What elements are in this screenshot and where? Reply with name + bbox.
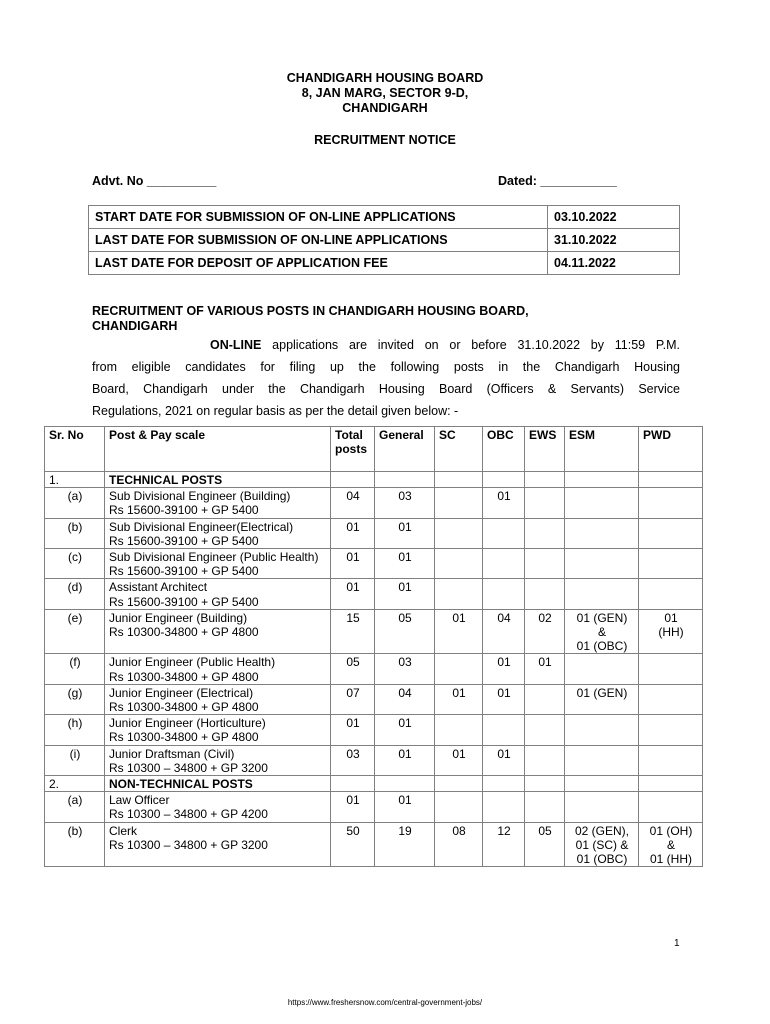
col-header-esm: ESM: [565, 427, 639, 472]
cell-pwd: 01 (HH): [639, 609, 703, 654]
cell-sc: 01: [435, 684, 483, 714]
cell-esm: [565, 792, 639, 822]
cell-sc: [435, 579, 483, 609]
cell-general: 01: [375, 745, 435, 775]
table-row: [45, 488, 703, 518]
cell-esm: [565, 488, 639, 518]
cell-esm: [565, 579, 639, 609]
cell-general: 01: [375, 715, 435, 745]
date-label: START DATE FOR SUBMISSION OF ON-LINE APPLICATIONS: [89, 206, 548, 229]
org-address: 8, JAN MARG, SECTOR 9-D,: [301, 86, 469, 100]
cell-ews: [525, 518, 565, 548]
cell-pwd: [639, 579, 703, 609]
cell-ews: 02: [525, 609, 565, 654]
cell-ews: [525, 745, 565, 775]
cell-general: 01: [375, 549, 435, 579]
cell-ews: 05: [525, 822, 565, 867]
cell-obc: 01: [483, 654, 525, 684]
org-name: CHANDIGARH HOUSING BOARD: [286, 71, 484, 85]
cell-general: 05: [375, 609, 435, 654]
col-header-sc: SC: [435, 427, 483, 472]
paragraph-text: applications are invited on or before 31.10.2022 by 11:59 P.M.: [261, 338, 680, 352]
online-emphasis: ON-LINE: [210, 338, 262, 352]
cell-ews: [525, 488, 565, 518]
cell-total: 01: [331, 579, 375, 609]
cell-sr: 2.: [45, 776, 105, 792]
cell-general: [375, 776, 435, 792]
cell-ews: [525, 549, 565, 579]
cell-pwd: [639, 715, 703, 745]
intro-paragraph: [92, 334, 680, 422]
date-value: 03.10.2022: [548, 206, 680, 229]
cell-ews: [525, 792, 565, 822]
cell-ews: [525, 715, 565, 745]
cell-sr: (b): [45, 822, 105, 867]
cell-esm: [565, 549, 639, 579]
cell-obc: [483, 579, 525, 609]
cell-sr: 1.: [45, 472, 105, 488]
section-title-line: CHANDIGARH: [92, 319, 178, 333]
col-header-pwd: PWD: [639, 427, 703, 472]
table-row: [45, 654, 703, 684]
cell-ews: [525, 472, 565, 488]
table-category-row: [45, 472, 703, 488]
table-header-row: [45, 427, 703, 472]
cell-sr: (f): [45, 654, 105, 684]
cell-ews: [525, 776, 565, 792]
table-row: [45, 684, 703, 714]
cell-sr: (a): [45, 792, 105, 822]
cell-total: 07: [331, 684, 375, 714]
cell-obc: 12: [483, 822, 525, 867]
posts-table: [44, 426, 703, 867]
cell-pwd: [639, 684, 703, 714]
cell-esm: [565, 654, 639, 684]
cell-total: 01: [331, 549, 375, 579]
cell-sc: [435, 549, 483, 579]
source-url: https://www.freshersnow.com/central-government-jobs/: [287, 998, 483, 1007]
cell-pwd: [639, 488, 703, 518]
cell-pwd: 01 (OH) & 01 (HH): [639, 822, 703, 867]
cell-post: Junior Engineer (Electrical) Rs 10300-34800 + GP 4800: [105, 684, 331, 714]
col-header-post: Post & Pay scale: [105, 427, 331, 472]
cell-general: 01: [375, 518, 435, 548]
cell-post: Assistant Architect Rs 15600-39100 + GP 5400: [105, 579, 331, 609]
table-row: [45, 745, 703, 775]
paragraph-line: from eligible candidates for filing up the following posts in the Chandigarh Housing: [92, 360, 680, 374]
cell-esm: 01 (GEN): [565, 684, 639, 714]
cell-post: TECHNICAL POSTS: [105, 472, 331, 488]
cell-esm: 02 (GEN), 01 (SC) & 01 (OBC): [565, 822, 639, 867]
cell-total: 15: [331, 609, 375, 654]
date-label: LAST DATE FOR SUBMISSION OF ON-LINE APPLICATIONS: [89, 229, 548, 252]
date-value: 04.11.2022: [548, 252, 680, 275]
cell-obc: 01: [483, 684, 525, 714]
date-label: LAST DATE FOR DEPOSIT OF APPLICATION FEE: [89, 252, 548, 275]
cell-general: 03: [375, 488, 435, 518]
table-row: [45, 549, 703, 579]
cell-sc: 08: [435, 822, 483, 867]
cell-total: [331, 776, 375, 792]
table-row: [45, 609, 703, 654]
cell-obc: [483, 472, 525, 488]
cell-sc: 01: [435, 609, 483, 654]
cell-esm: [565, 518, 639, 548]
dates-table: [88, 205, 680, 275]
cell-post: Sub Divisional Engineer (Building) Rs 15600-39100 + GP 5400: [105, 488, 331, 518]
cell-post: Sub Divisional Engineer (Public Health) Rs 15600-39100 + GP 5400: [105, 549, 331, 579]
cell-sc: 01: [435, 745, 483, 775]
paragraph-line: Regulations, 2021 on regular basis as per the detail given below: -: [92, 404, 459, 418]
cell-pwd: [639, 792, 703, 822]
cell-esm: 01 (GEN) & 01 (OBC): [565, 609, 639, 654]
table-row: [45, 579, 703, 609]
table-row: [45, 792, 703, 822]
cell-sc: [435, 792, 483, 822]
section-title-line: RECRUITMENT OF VARIOUS POSTS IN CHANDIGARH HOUSING BOARD,: [92, 304, 529, 318]
cell-sc: [435, 715, 483, 745]
notice-title: RECRUITMENT NOTICE: [314, 133, 456, 147]
cell-pwd: [639, 549, 703, 579]
cell-general: 01: [375, 579, 435, 609]
cell-obc: [483, 549, 525, 579]
cell-esm: [565, 472, 639, 488]
cell-total: 05: [331, 654, 375, 684]
dated-field: Dated: ___________: [498, 174, 617, 188]
cell-ews: 01: [525, 654, 565, 684]
cell-pwd: [639, 472, 703, 488]
table-row: [45, 715, 703, 745]
cell-total: 01: [331, 518, 375, 548]
cell-pwd: [639, 518, 703, 548]
cell-sr: (h): [45, 715, 105, 745]
table-category-row: [45, 776, 703, 792]
cell-post: NON-TECHNICAL POSTS: [105, 776, 331, 792]
cell-sc: [435, 488, 483, 518]
posts-table-body: [45, 472, 703, 867]
cell-sr: (c): [45, 549, 105, 579]
dates-row: [89, 229, 680, 252]
dates-row: [89, 252, 680, 275]
cell-sr: (b): [45, 518, 105, 548]
advt-number: Advt. No __________: [92, 174, 217, 188]
cell-obc: [483, 518, 525, 548]
cell-sc: [435, 518, 483, 548]
org-city: CHANDIGARH: [342, 101, 428, 115]
cell-post: Law Officer Rs 10300 – 34800 + GP 4200: [105, 792, 331, 822]
cell-obc: [483, 792, 525, 822]
cell-esm: [565, 715, 639, 745]
cell-post: Junior Draftsman (Civil) Rs 10300 – 34800 + GP 3200: [105, 745, 331, 775]
paragraph-line: [92, 334, 680, 356]
cell-obc: 01: [483, 745, 525, 775]
cell-post: Junior Engineer (Public Health) Rs 10300-34800 + GP 4800: [105, 654, 331, 684]
cell-sc: [435, 472, 483, 488]
cell-general: 01: [375, 792, 435, 822]
cell-sr: (d): [45, 579, 105, 609]
cell-sc: [435, 776, 483, 792]
cell-pwd: [639, 776, 703, 792]
page-number: 1: [674, 938, 680, 949]
cell-obc: 04: [483, 609, 525, 654]
cell-obc: 01: [483, 488, 525, 518]
cell-esm: [565, 776, 639, 792]
cell-obc: [483, 776, 525, 792]
cell-sr: (g): [45, 684, 105, 714]
cell-ews: [525, 684, 565, 714]
dates-row: [89, 206, 680, 229]
cell-general: 03: [375, 654, 435, 684]
col-header-total: Total posts: [331, 427, 375, 472]
col-header-ews: EWS: [525, 427, 565, 472]
cell-post: Clerk Rs 10300 – 34800 + GP 3200: [105, 822, 331, 867]
cell-general: 04: [375, 684, 435, 714]
cell-post: Junior Engineer (Horticulture) Rs 10300-34800 + GP 4800: [105, 715, 331, 745]
cell-total: 04: [331, 488, 375, 518]
table-row: [45, 822, 703, 867]
cell-esm: [565, 745, 639, 775]
table-row: [45, 518, 703, 548]
cell-sc: [435, 654, 483, 684]
cell-sr: (a): [45, 488, 105, 518]
date-value: 31.10.2022: [548, 229, 680, 252]
cell-sr: (i): [45, 745, 105, 775]
cell-general: [375, 472, 435, 488]
cell-total: 50: [331, 822, 375, 867]
col-header-sr: Sr. No: [45, 427, 105, 472]
col-header-general: General: [375, 427, 435, 472]
paragraph-line: Board, Chandigarh under the Chandigarh Housing Board (Officers & Servants) Service: [92, 382, 680, 396]
cell-sr: (e): [45, 609, 105, 654]
cell-post: Junior Engineer (Building) Rs 10300-34800 + GP 4800: [105, 609, 331, 654]
cell-post: Sub Divisional Engineer(Electrical) Rs 15600-39100 + GP 5400: [105, 518, 331, 548]
cell-ews: [525, 579, 565, 609]
cell-total: [331, 472, 375, 488]
cell-total: 01: [331, 715, 375, 745]
section-title: [92, 304, 692, 334]
cell-total: 01: [331, 792, 375, 822]
cell-pwd: [639, 745, 703, 775]
col-header-obc: OBC: [483, 427, 525, 472]
cell-general: 19: [375, 822, 435, 867]
cell-obc: [483, 715, 525, 745]
cell-total: 03: [331, 745, 375, 775]
cell-pwd: [639, 654, 703, 684]
